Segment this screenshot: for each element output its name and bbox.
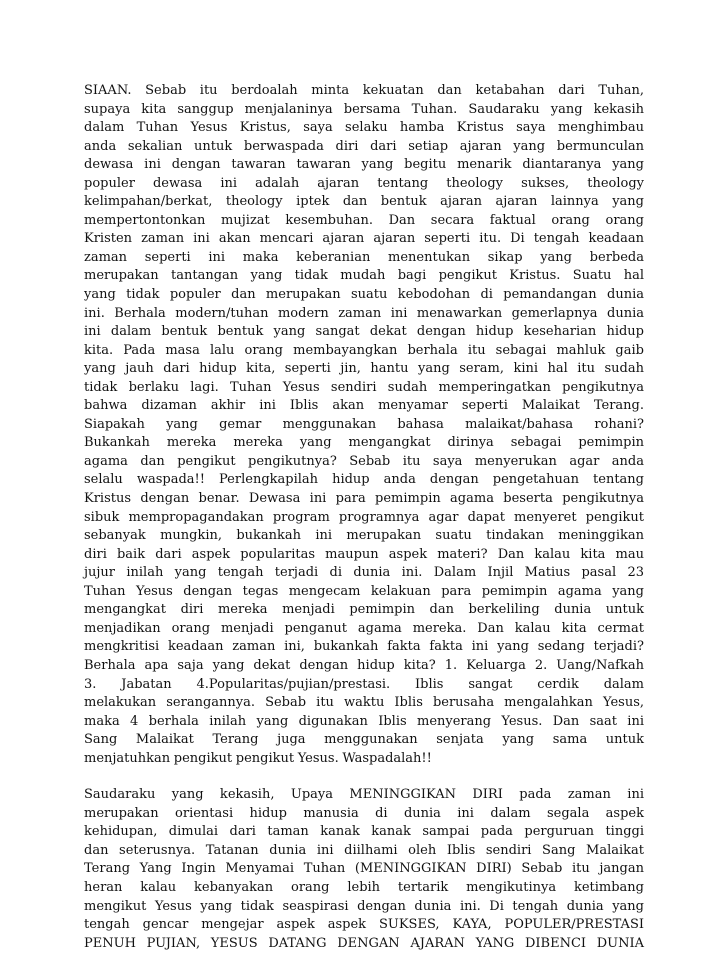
text-line: SIAAN. Sebab itu berdoalah minta kekuatan dan ketabahan dari Tuhan, bbox=[84, 83, 644, 98]
text-line: ini. Berhala modern/tuhan modern zaman ini menawarkan gemerlapnya dunia bbox=[84, 305, 644, 321]
text-line: yang jauh dari hidup kita, seperti jin, hantu yang seram, kini hal itu sudah bbox=[84, 361, 644, 377]
paragraph-gap bbox=[84, 768, 644, 786]
document-page bbox=[84, 82, 644, 953]
text-line: mengikut Yesus yang tidak seaspirasi dengan dunia ini. Di tengah dunia yang bbox=[84, 898, 644, 914]
text-line: Tuhan Yesus dengan tegas mengecam kelakuan para pemimpin agama yang bbox=[84, 583, 644, 599]
text-line: ini dalam bentuk bentuk yang sangat dekat dengan hidup keseharian hidup bbox=[84, 324, 644, 340]
text-line: yang tidak populer dan merupakan suatu kebodohan di pemandangan dunia bbox=[84, 287, 644, 303]
text-line: agama dan pengikut pengikutnya? Sebab itu saya menyerukan agar anda bbox=[84, 453, 644, 469]
text-line: populer dewasa ini adalah ajaran tentang theology sukses, theology bbox=[84, 175, 644, 191]
text-line: Saudaraku yang kekasih, Upaya MENINGGIKAN DIRI pada zaman ini bbox=[84, 787, 644, 803]
text-line: PENUH PUJIAN, YESUS DATANG DENGAN AJARAN YANG DIBENCI DUNIA bbox=[84, 935, 644, 951]
text-line: bahwa dizaman akhir ini Iblis akan menyamar seperti Malaikat Terang. bbox=[84, 398, 644, 414]
text-line: merupakan orientasi hidup manusia di dunia ini dalam segala aspek bbox=[84, 805, 644, 821]
text-line: kelimpahan/berkat, theology iptek dan bentuk ajaran ajaran lainnya yang bbox=[84, 194, 644, 210]
text-line: Berhala apa saja yang dekat dengan hidup kita? 1. Keluarga 2. Uang/Nafkah bbox=[84, 657, 644, 673]
text-line: tengah gencar mengejar aspek aspek SUKSES, KAYA, POPULER/PRESTASI bbox=[84, 917, 644, 933]
text-line: supaya kita sanggup menjalaninya bersama Tuhan. Saudaraku yang kekasih bbox=[84, 101, 644, 117]
text-line: Terang Yang Ingin Menyamai Tuhan (MENINGGIKAN DIRI) Sebab itu jangan bbox=[84, 861, 644, 877]
text-line: tidak berlaku lagi. Tuhan Yesus sendiri sudah memperingatkan pengikutnya bbox=[84, 379, 644, 395]
paragraph-2 bbox=[84, 786, 644, 953]
text-line: maka 4 berhala inilah yang digunakan Iblis menyerang Yesus. Dan saat ini bbox=[84, 713, 644, 729]
text-line: mempertontonkan mujizat kesembuhan. Dan secara faktual orang orang bbox=[84, 212, 644, 228]
text-line: dewasa ini dengan tawaran tawaran yang begitu menarik diantaranya yang bbox=[84, 157, 644, 173]
text-line: Sang Malaikat Terang juga menggunakan senjata yang sama untuk bbox=[84, 732, 644, 748]
text-line: heran kalau kebanyakan orang lebih tertarik mengikutinya ketimbang bbox=[84, 879, 644, 895]
text-line: mengangkat diri mereka menjadi pemimpin dan berkeliling dunia untuk bbox=[84, 602, 644, 618]
text-line: selalu waspada!! Perlengkapilah hidup anda dengan pengetahuan tentang bbox=[84, 472, 644, 488]
text-line: sebanyak mungkin, bukankah ini merupakan suatu tindakan meninggikan bbox=[84, 528, 644, 544]
text-line: Bukankah mereka mereka yang mengangkat dirinya sebagai pemimpin bbox=[84, 435, 644, 451]
text-line: sibuk mempropagandakan program programnya agar dapat menyeret pengikut bbox=[84, 509, 644, 525]
text-line: 3. Jabatan 4.Popularitas/pujian/prestasi. Iblis sangat cerdik dalam bbox=[84, 676, 644, 692]
text-line: menjadikan orang menjadi penganut agama mereka. Dan kalau kita cermat bbox=[84, 620, 644, 636]
text-line: kita. Pada masa lalu orang membayangkan berhala itu sebagai mahluk gaib bbox=[84, 342, 644, 358]
text-line: Kristus dengan benar. Dewasa ini para pemimpin agama beserta pengikutnya bbox=[84, 491, 644, 507]
paragraph-1 bbox=[84, 82, 644, 768]
text-line: kehidupan, dimulai dari taman kanak kanak sampai pada perguruan tinggi bbox=[84, 824, 644, 840]
text-line: merupakan tantangan yang tidak mudah bagi pengikut Kristus. Suatu hal bbox=[84, 268, 644, 284]
text-line: zaman seperti ini maka keberanian menentukan sikap yang berbeda bbox=[84, 249, 644, 265]
text-line: jujur inilah yang tengah terjadi di dunia ini. Dalam Injil Matius pasal 23 bbox=[84, 565, 644, 581]
text-line: melakukan serangannya. Sebab itu waktu Iblis berusaha mengalahkan Yesus, bbox=[84, 695, 644, 711]
text-line: mengkritisi keadaan zaman ini, bukankah fakta fakta ini yang sedang terjadi? bbox=[84, 639, 644, 655]
text-line: dalam Tuhan Yesus Kristus, saya selaku hamba Kristus saya menghimbau bbox=[84, 120, 644, 136]
text-line: dan seterusnya. Tatanan dunia ini diilhami oleh Iblis sendiri Sang Malaikat bbox=[84, 842, 644, 858]
text-line: diri baik dari aspek popularitas maupun aspek materi? Dan kalau kita mau bbox=[84, 546, 644, 562]
text-line: menjatuhkan pengikut pengikut Yesus. Waspadalah!! bbox=[84, 750, 432, 766]
text-line: anda sekalian untuk berwaspada diri dari setiap ajaran yang bermunculan bbox=[84, 138, 644, 154]
text-line: Siapakah yang gemar menggunakan bahasa malaikat/bahasa rohani? bbox=[84, 416, 644, 432]
text-line: Kristen zaman ini akan mencari ajaran ajaran seperti itu. Di tengah keadaan bbox=[84, 231, 644, 247]
